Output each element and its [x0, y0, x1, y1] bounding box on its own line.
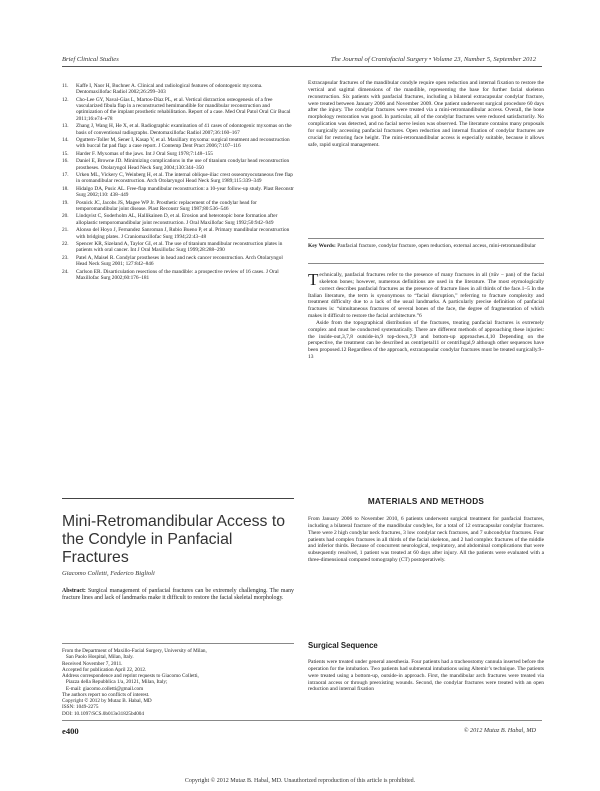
reference-text: Zhang J, Wang H, He X, et al. Radiographic examination of 41 cases of odontogenic myxomas on the basis of conventional radiographs. Dentomaxillofac Radiol 2007;36:160–167	[76, 123, 292, 136]
reference-number: 13.	[62, 123, 69, 130]
affiliation-line: Copyright © 2012 by Mutaz B. Habal, MD	[62, 698, 152, 704]
reference-number: 14.	[62, 137, 69, 144]
methods-text: From January 2006 to November 2010, 6 patients underwent surgical treatment for panfacial fractures, including a bilateral fracture of the mandibular condyles, for a total of 12 extracapsular condylar fractures. There were 2 high condylar neck fractures, 3 low condylar neck fractures, and 7 subcondylar fractures. Four patients had complex fractures in all thirds of the facial skeleton, and 2 had complex fractures of the middle and inferior thirds. Because of concurrent neurological, respiratory, and abdominal complications that were subsequently resolved, 1 patient was treated at 60 days after injury. All the patients were evaluated with a three-dimensional computed tomography (CT) postoperatively.	[308, 516, 544, 564]
footer-copyright: © 2012 Mutaz B. Habal, MD	[463, 727, 536, 734]
affiliation-block	[62, 648, 294, 717]
reproduction-notice: Copyright © 2012 Mutaz B. Habal, MD. Unauthorized reproduction of this article is prohibited.	[184, 778, 416, 784]
affiliation-line: Piazza della Repubblica 1/a, 20121, Milan, Italy;	[62, 679, 168, 686]
affiliation-line: DOI: 10.1097/SCS.0b013e31825bd004	[62, 710, 144, 717]
reference-number: 20.	[62, 213, 69, 220]
reference-item	[62, 227, 294, 240]
reference-text: Oguttern-Toller M, Sener I, Kasap V, et al. Maxillary myxoma: surgical treatment and reconstruction with buccal fat pad flap: a case report. J Contemp Dent Pract 2006;7:107–116	[76, 137, 290, 150]
intro-paragraph-2: Aside from the topographical distribution of the fractures, treating panfacial fractures is extremely complex and must be conducted systematically. There are different methods of approaching these injuries: the inside-out,3,7,8 outside-in,9 top-down,7,9 and bottom-up approaches.4,10 Depending on the perspective, the treatment can be described as centripetal11 or centrifugal,9 although other sequences have been proposed.12 Regardless of the approach, extracapsular condylar fractures must be treated surgically.9–13	[308, 319, 544, 361]
affiliation-line: Received November 7, 2011.	[62, 660, 123, 667]
reference-text: Daniel E, Browne JD. Minimizing complications in the use of titanium condylar head reconstruction prostheses. Otolaryngol Head Neck Surg 2004;130:344–350	[76, 158, 290, 171]
surgical-sequence-text: Patients were treated under general anesthesia. Four patients had a tracheostomy cannula inserted before the operation for the intubation. Two patients had submental intubations using Altemir’s technique. The patients were treated using a bottom-up, outside-in approach. First, the mandibular arch fractures were treated via intraoral access or through preexisting wounds. Second, the condylar fractures were treated with an open reduction and internal fixation	[308, 659, 544, 693]
reference-item	[62, 172, 294, 185]
reference-item	[62, 269, 294, 282]
title-divider	[62, 498, 294, 499]
running-header-section: Brief Clinical Studies	[62, 56, 119, 63]
header-divider	[62, 66, 542, 67]
abstract-text: Surgical management of panfacial fractures can be extremely challenging. The many fracture lines and lack of landmarks make it difficult to restore the facial skeletal morphology.	[62, 588, 294, 602]
reference-number: 18.	[62, 185, 69, 192]
reference-number: 22.	[62, 240, 69, 247]
reference-text: Harder F. Myxomas of the jaws. Int J Oral Surg 1978;7:148–155	[76, 150, 213, 157]
article-authors: Giacomo Colletti, Federico Biglioli	[62, 570, 155, 577]
affiliation-line: Accepted for publication April 22, 2012.	[62, 666, 147, 673]
reference-number: 17.	[62, 172, 69, 179]
reference-text: Patel A, Maisel R. Condylar prostheses in head and neck cancer reconstruction. Arch Otolaryngol Head Neck Surg 2001; 127:842–846	[76, 254, 283, 268]
reference-number: 12.	[62, 96, 69, 103]
introduction	[308, 272, 544, 361]
reference-item	[62, 83, 294, 96]
reference-list	[62, 83, 294, 282]
reference-number: 23.	[62, 254, 69, 261]
reference-text: Lindqvist C, Soderholm AL, Hallikainen D, et al. Erosion and heterotopic bone formation after alloplastic temporomandibular joint reconstruction. J Oral Maxillofac Surg 1992;50:942–949	[76, 213, 278, 226]
reference-text: Kaffe I, Naor H, Buchner A. Clinical and radiological features of odontogenic myxoma. Dentomaxillofac Radiol 2002;26:299–303	[76, 83, 263, 96]
keywords-label: Key Words:	[308, 243, 336, 249]
page-number: e400	[62, 726, 79, 736]
reference-text: Alonso del Hoyo J, Fernandez Sanroman J, Rubio Bueno P, et al. Primary mandibular reconstruction with bridging plates. J Craniomaxillofac Surg 1994;22:43–48	[76, 227, 290, 240]
reference-item	[62, 137, 294, 150]
reference-item	[62, 151, 294, 157]
article-title: Mini-Retromandibular Access to the Condyle in Panfacial Fractures	[62, 513, 285, 567]
reference-text: Cho-Lee GY, Naval-Gías L, Martos-Díaz PL, et al. Vertical distraction osteogenesis of a free vascularized fibula flap in a reconstructed hemimandible for mandibular reconstruction and optimization of the implant prosthetic rehabilitation. Report of a case. Med Oral Patol Oral Cir Bucal 2011;16:e74–e78	[76, 96, 291, 122]
affiliation-line: Address correspondence and reprint requests to Giacomo Colletti,	[62, 673, 199, 679]
reference-number: 16.	[62, 158, 69, 165]
reference-item	[62, 123, 294, 136]
intro-paragraph-1: echnically, panfacial fractures refer to the presence of many fractures in all (πᾰν − pan) of the facial skeleton bones; however, numerous definitions are used in the literature. The most etymologically correct describes panfacial fractures as the presence of fracture lines in all thirds of the face.1–5 In the Italian literature, the term is synonymous to “facial disruption,” referring to fracture complexity and treatment difficulty due to a lack of the usual landmarks. A particularly precise definition of panfacial fractures is: “simultaneous fractures of several bones of the face, the degree of fragmentation of which makes it difficult to restore the facial architecture.”6	[308, 272, 544, 320]
reference-number: 11.	[62, 83, 69, 89]
affiliation-line: The authors report no conflicts of interest.	[62, 691, 150, 698]
reference-item	[62, 255, 294, 268]
reference-text: Hidalgo DA, Pusic AL. Free-flap mandibular reconstruction: a 10-year follow-up study. Plast Reconstr Surg 2002;110: 438–449	[76, 185, 294, 199]
reference-item	[62, 158, 294, 171]
reference-text: Carlson ER. Disarticulation resections of the mandible: a prospective review of 16 cases. J Oral Maxillofac Surg 2002;60:176–181	[76, 268, 279, 281]
reference-item	[62, 186, 294, 199]
reference-text: Spencer KR, Sizeland A, Taylor GI, et al. The use of titanium mandibular reconstruction plates in patients with oral cancer. Int J Oral Maxillofac Surg 1999;28:288–290	[76, 240, 283, 254]
keywords-text: Panfacial fracture, condylar fracture, open reduction, external access, mini-retromandibular	[337, 243, 536, 249]
reference-number: 15.	[62, 150, 69, 157]
footer-divider	[62, 720, 542, 721]
drop-cap: T	[308, 270, 319, 289]
article-abstract	[62, 588, 294, 602]
methods-heading: MATERIALS AND METHODS	[367, 497, 485, 506]
reference-item	[62, 241, 294, 254]
reference-item	[62, 200, 294, 213]
running-header-journal: The Journal of Craniofacial Surgery • Volume 23, Number 5, September 2012	[330, 56, 536, 63]
reference-number: 24.	[62, 268, 69, 275]
surgical-sequence-heading: Surgical Sequence	[308, 641, 378, 650]
keywords-divider-top	[308, 238, 544, 239]
abstract-continued: Extracapsular fractures of the mandibular condyle require open reduction and internal fixation to restore the vertical and sagittal dimensions of the mandible, representing the base for further facial skeleton reconstruction. Six patients with panfacial fractures, including a bilateral extracapsular condylar fracture, were treated between January 2006 and November 2009. One patient underwent surgical procedure 60 days after the injury. The condylar fractures were treated via a mini-retromandibular access. Overall, the bone morphology restoration was good. In particular, all of the condylar fractures were reduced satisfactorily. No complication was detected, and no facial nerve lesion was observed. The literature contains many proposals for surgically accessing panfacial fractures. Open reduction and internal fixation of condylar fractures are crucial for restoring face height. The mini-retromandibular access is especially suitable, because it allows safe, rapid surgical management.	[308, 80, 544, 148]
keywords	[308, 243, 544, 250]
reference-text: Posnick JC, Jacobs JS, Magee WP Jr. Prosthetic replacement of the condylar head for temporomandibular joint disease. Plast Reconstr Surg 1987;80:536–546	[76, 199, 257, 212]
abstract-label: Abstract:	[62, 588, 86, 594]
affiliation-line: From the Department of Maxillo-Facial Surgery, University of Milan,	[62, 648, 207, 654]
keywords-divider-bottom	[308, 263, 544, 264]
affiliation-line: San Paolo Hospital, Milan, Italy.	[62, 654, 134, 661]
affiliation-line: ISSN: 1049-2275	[62, 704, 99, 711]
reference-item	[62, 97, 294, 122]
reference-number: 21.	[62, 227, 69, 234]
reference-number: 19.	[62, 199, 69, 206]
reference-text: Urken ML, Vickery C, Weinberg H, et al. The internal oblique-iliac crest osseomyocutaneous free flap in oromandibular reconstruction. Arch Otolaryngol Head Neck Surg 1989;115:339–349	[76, 172, 293, 185]
affiliation-divider	[62, 643, 294, 644]
affiliation-line: E-mail: giacomo.colletti@gmail.com	[62, 685, 144, 692]
reference-item	[62, 213, 294, 226]
